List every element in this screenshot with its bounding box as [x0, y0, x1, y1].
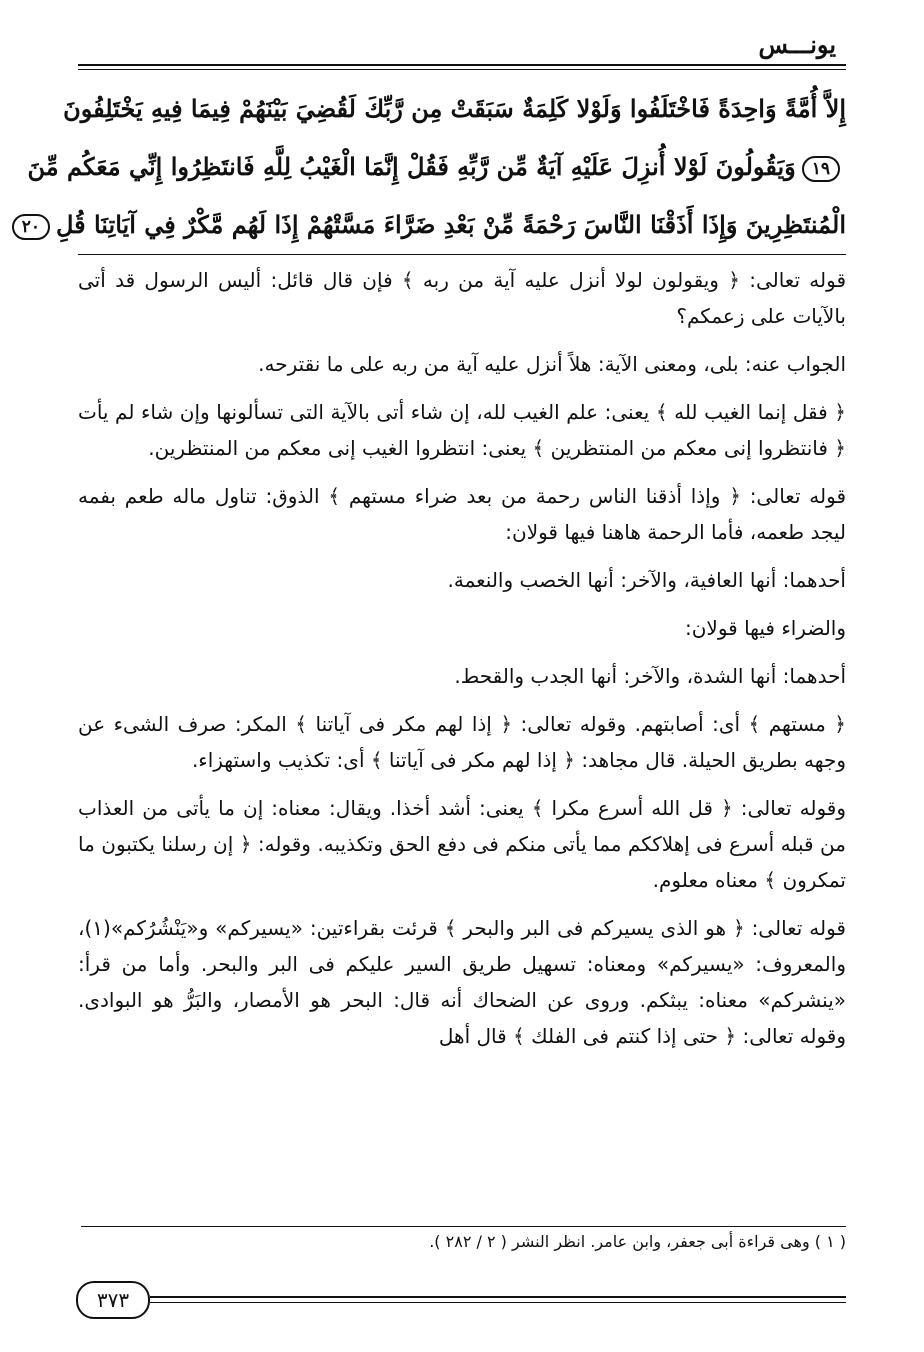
tafsir-paragraph: وقوله تعالى: ﴿ قل الله أسرع مكرا ﴾ يعنى: أشد أخذا. ويقال: معناه: إن ما يأتى من العذاب من قبله أسرع فى إهلاككم مما يأتى منكم فى دفع الحق وتكذيبه. وقوله: ﴿ إن رسلنا يكتبون ما تمكرون ﴾ معناه معلوم. — [78, 796, 846, 892]
page-number: ٣٧٣ — [76, 1281, 150, 1319]
tafsir-body — [78, 262, 846, 1054]
quran-line — [63, 80, 846, 138]
header-rule-thin — [78, 69, 846, 70]
quran-line — [27, 138, 846, 196]
tafsir-paragraph: أحدهما: أنها الشدة، والآخر: أنها الجدب والقحط. — [454, 664, 846, 688]
quran-block — [21, 80, 846, 254]
tafsir-paragraph: قوله تعالى: ﴿ ويقولون لولا أنزل عليه آية من ربه ﴾ فإن قال قائل: أليس الرسول قد أتى بالآيات على زعمكم؟ — [78, 268, 846, 328]
ayah-number-marker: ٢٠ — [12, 214, 50, 240]
tafsir-paragraph: والضراء فيها قولان: — [685, 616, 846, 640]
tafsir-paragraph: الجواب عنه: بلى، ومعنى الآية: هلاً أنزل عليه آية من ربه على ما نقترحه. — [258, 352, 846, 376]
running-head: يونـــس — [758, 30, 836, 59]
tafsir-paragraph: قوله تعالى: ﴿ وإذا أذقنا الناس رحمة من بعد ضراء مستهم ﴾ الذوق: تناول ماله طعم بفمه ليجد طعمه، فأما الرحمة هاهنا فيها قولان: — [78, 484, 846, 544]
ayah-number-marker: ١٩ — [802, 156, 840, 182]
quran-line-text: وَيَقُولُونَ لَوْلا أُنزِلَ عَلَيْهِ آيَةٌ مِّن رَّبِّهِ فَقُلْ إِنَّمَا الْغَيْبُ لِلَّهِ فَانتَظِرُوا إِنِّي مَعَكُم مِّنَ — [27, 152, 796, 181]
quran-line — [21, 196, 846, 254]
tafsir-paragraph: ﴿ فقل إنما الغيب لله ﴾ يعنى: علم الغيب لله، إن شاء أتى بالآية التى تسألونها وإن شاء لم يأت ﴿ فانتظروا إنى معكم من المنتظرين ﴾ يعنى: انتظروا الغيب إنى معكم من المنتظرين. — [78, 400, 846, 460]
quran-line-text: إِلاَّ أُمَّةً وَاحِدَةً فَاخْتَلَفُوا وَلَوْلا كَلِمَةٌ سَبَقَتْ مِن رَّبِّكَ لَقُضِيَ بَيْنَهُمْ فِيمَا فِيهِ يَخْتَلِفُونَ — [63, 94, 846, 123]
section-rule — [78, 254, 846, 255]
tafsir-paragraph: أحدهما: أنها العافية، والآخر: أنها الخصب والنعمة. — [447, 568, 846, 592]
quran-line-text: الْمُنتَظِرِينَ وَإِذَا أَذَقْنَا النَّاسَ رَحْمَةً مِّنْ بَعْدِ ضَرَّاءَ مَسَّتْهُمْ إِذَا لَهُم مَّكْرٌ فِي آيَاتِنَا قُلِ — [55, 210, 846, 239]
footnote-rule — [81, 1226, 846, 1227]
header-rule — [78, 64, 846, 66]
tafsir-paragraph: قوله تعالى: ﴿ هو الذى يسيركم فى البر والبحر ﴾ قرئت بقراءتين: «يسيركم» و«يَنْشُرُكم»(١)، والمعروف: «يسيركم» ومعناه: تسهيل طريق السير عليكم فى البر والبحر. وأما من قرأ: «ينشركم» معناه: يبثكم. وروى عن الضحاك أنه قال: البحر هو الأمصار، والبَرُّ هو البوادى. وقوله تعالى: ﴿ حتى إذا كنتم فى الفلك ﴾ قال أهل — [78, 916, 846, 1048]
tafsir-paragraph: ﴿ مستهم ﴾ أى: أصابتهم. وقوله تعالى: ﴿ إذا لهم مكر فى آياتنا ﴾ المكر: صرف الشىء عن وجهه بطريق الحيلة. قال مجاهد: ﴿ إذا لهم مكر فى آياتنا ﴾ أى: تكذيب واستهزاء. — [78, 712, 846, 772]
footer-rule — [150, 1296, 846, 1298]
footer-rule-thin — [150, 1302, 846, 1303]
footnote: ( ١ ) وهى قراءة أبى جعفر، وابن عامر. انظر النشر ( ٢ / ٢٨٢ ). — [429, 1232, 846, 1251]
